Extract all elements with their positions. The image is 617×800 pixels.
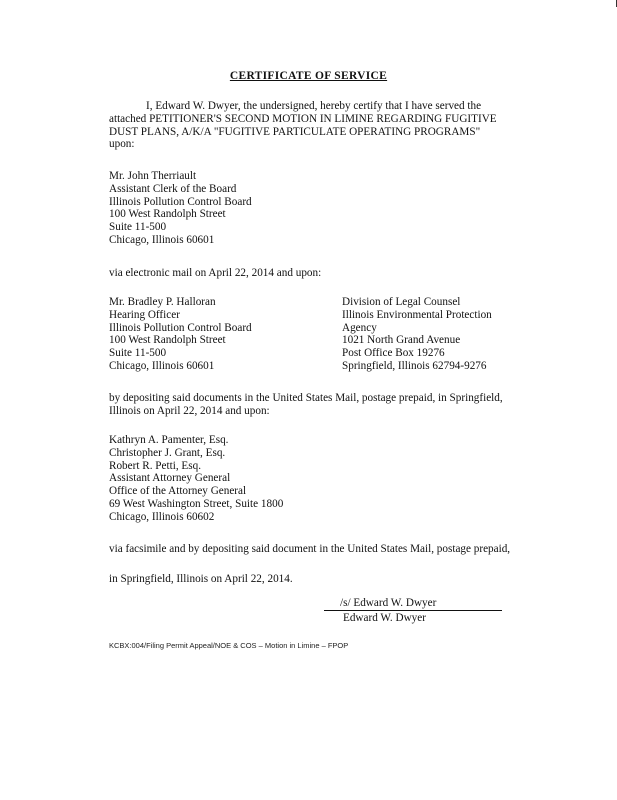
address-line: 1021 North Grand Avenue xyxy=(342,334,461,347)
address-line: Christopher J. Grant, Esq. xyxy=(109,446,226,459)
address-line: Chicago, Illinois 60602 xyxy=(109,510,215,523)
closing-statement: in Springfield, Illinois on April 22, 2014. xyxy=(109,573,293,585)
address-line: Division of Legal Counsel xyxy=(342,296,461,308)
recipient-attorney-general-address xyxy=(109,434,283,524)
address-line: 69 West Washington Street, Suite 1800 xyxy=(109,497,284,510)
address-line: Robert R. Petti, Esq. xyxy=(109,459,201,472)
intro-line: DUST PLANS, A/K/A "FUGITIVE PARTICULATE OPERATING PROGRAMS" xyxy=(109,125,481,138)
intro-line: attached PETITIONER'S SECOND MOTION IN LIMINE REGARDING FUGITIVE xyxy=(109,112,497,125)
address-line: Chicago, Illinois 60601 xyxy=(109,233,215,246)
intro-paragraph xyxy=(109,100,509,151)
address-line: Hearing Officer xyxy=(109,308,180,321)
intro-line: I, Edward W. Dwyer, the undersigned, hereby certify that I have served the xyxy=(146,100,482,112)
address-line: Illinois Pollution Control Board xyxy=(109,195,252,208)
address-line: Office of the Attorney General xyxy=(109,485,247,498)
address-line: Springfield, Illinois 62794-9276 xyxy=(342,359,487,372)
service-line: by depositing said documents in the United States Mail, postage prepaid, in Springfield, xyxy=(109,392,503,404)
address-line: Chicago, Illinois 60601 xyxy=(109,359,215,372)
recipient-clerk-address xyxy=(109,170,252,247)
address-line: Suite 11-500 xyxy=(109,347,167,360)
address-line: Assistant Clerk of the Board xyxy=(109,182,237,195)
intro-line: upon: xyxy=(109,138,135,151)
address-line: Assistant Attorney General xyxy=(109,472,231,485)
address-line: Illinois Pollution Control Board xyxy=(109,321,252,334)
address-line: Agency xyxy=(342,321,377,334)
service-line: Illinois on April 22, 2014 and upon: xyxy=(109,404,270,417)
document-title: CERTIFICATE OF SERVICE xyxy=(229,70,388,82)
address-line: Suite 11-500 xyxy=(109,221,167,234)
document-footer-reference: KCBX:004/Filing Permit Appeal/NOE & COS – Motion in Limine – FPOP xyxy=(109,641,349,650)
address-line: Illinois Environmental Protection xyxy=(342,308,492,321)
signer-name: Edward W. Dwyer xyxy=(343,612,426,624)
recipient-hearing-officer-address xyxy=(109,296,252,373)
service-method-mail xyxy=(109,392,503,418)
recipient-legal-counsel-address xyxy=(342,296,492,373)
service-method-electronic: via electronic mail on April 22, 2014 and upon: xyxy=(109,267,322,279)
address-line: Mr. John Therriault xyxy=(109,170,197,182)
address-line: Mr. Bradley P. Halloran xyxy=(109,296,216,308)
address-line: Post Office Box 19276 xyxy=(342,347,445,360)
service-method-facsimile: via facsimile and by depositing said document in the United States Mail, postage prepaid, xyxy=(109,543,511,555)
signature-line: /s/ Edward W. Dwyer xyxy=(324,597,502,611)
address-line: 100 West Randolph Street xyxy=(109,334,226,347)
address-line: Kathryn A. Pamenter, Esq. xyxy=(109,434,229,446)
address-line: 100 West Randolph Street xyxy=(109,208,226,221)
